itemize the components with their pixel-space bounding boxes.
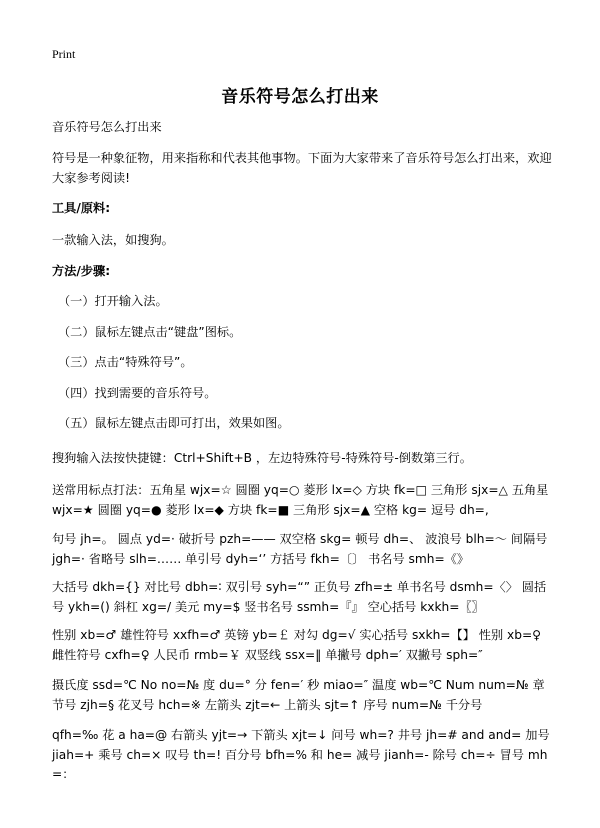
symbol-paragraph: 摄氏度 ssd=℃ No no=№ 度 du=° 分 fen=′ 秒 miao=″ 温度 wb=℃ Num num=№ 章节号 zjh=§ 花叉号 hch=※ 左箭头 zjt=← 上箭头 sjt=↑ 序号 num=№ 千分号 <box>52 678 545 712</box>
shortcut-paragraph: 搜狗输入法按快捷键：Ctrl+Shift+B ，左边特殊符号-特殊符号-倒数第三行。 <box>52 451 472 465</box>
intro-paragraph: 符号是一种象征物，用来指称和代表其他事物。下面为大家带来了音乐符号怎么打出来，欢迎大家参考阅读! <box>52 151 552 185</box>
symbol-paragraph: 大括号 dkh={} 对比号 dbh=∶ 双引号 syh=“” 正负号 zfh=± 单书名号 dsmh=〈〉 圆括号 ykh=() 斜杠 xg=/ 美元 my=$ 竖书名号 ssmh=『』 空心括号 kxkh=〖〗 <box>52 580 547 614</box>
symbol-paragraph: 性别 xb=♂ 雄性符号 xxfh=♂ 英镑 yb=￡ 对勾 dg=√ 实心括号 sxkh=【】 性别 xb=♀ 雌性符号 cxfh=♀ 人民币 rmb=￥ 双竖线 ssx=‖ 单撇号 dph=′ 双撇号 sph=″ <box>52 628 542 662</box>
print-label: Print <box>52 47 76 61</box>
symbol-paragraph: 句号 jh=。 圆点 yd=· 破折号 pzh=—— 双空格 skg= 顿号 dh=、 波浪号 blh=～ 间隔号 jgh=· 省略号 slh=…… 单引号 dyh=‘’ 方括号 fkh=〔〕 书名号 smh=《》 <box>52 532 548 566</box>
article-subtitle: 音乐符号怎么打出来 <box>52 120 162 134</box>
tools-text: 一款输入法，如搜狗。 <box>52 233 174 247</box>
page-title: 音乐符号怎么打出来 <box>221 87 379 107</box>
step-item: （三）点击“特殊符号”。 <box>58 355 193 369</box>
tools-heading: 工具/原料: <box>52 201 111 215</box>
symbol-paragraph: 送常用标点打法：五角星 wjx=☆ 圆圈 yq=○ 菱形 lx=◇ 方块 fk=□ 三角形 sjx=△ 五角星 wjx=★ 圆圈 yq=● 菱形 lx=◆ 方块 fk=■ 三角形 sjx=▲ 空格 kg= 逗号 dh=, <box>52 483 549 517</box>
step-item: （一）打开输入法。 <box>58 294 168 308</box>
step-item: （二）鼠标左键点击“键盘”图标。 <box>58 325 242 339</box>
step-item: （五）鼠标左键点击即可打出，效果如图。 <box>58 416 290 430</box>
symbol-paragraph: qfh=‰ 花 a ha=@ 右箭头 yjt=→ 下箭头 xjt=↓ 问号 wh=? 井号 jh=# and and= 加号 jiah=+ 乘号 ch=× 叹号 th=! 百分号 bfh=% 和 he= 减号 jianh=- 除号 ch=÷ 冒号 mh=： <box>52 728 550 781</box>
step-item: （四）找到需要的音乐符号。 <box>58 386 217 400</box>
method-heading: 方法/步骤: <box>52 264 111 278</box>
